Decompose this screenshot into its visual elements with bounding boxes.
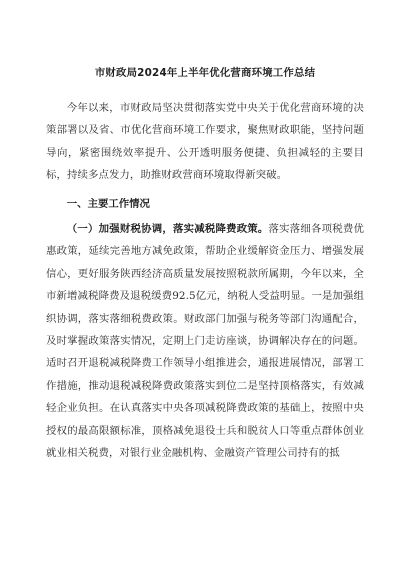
intro-paragraph: 今年以来，市财政局坚决贯彻落实党中央关于优化营商环境的决策部署以及省、市优化营商环境工作要求，聚焦财政职能，坚持问题导向，紧密围绕效率提升、公开透明服务便捷、负担减轻的主要目标，持续多点发力，助推财政营商环境取得新突破。: [46, 102, 364, 182]
subsection-paragraph-tax-coordination: [46, 218, 364, 464]
section-heading-main-work: 一、主要工作情况: [66, 197, 150, 210]
subsection-body-tax-coordination: 落实落细各项税费优惠政策，延续完善地方减免政策，帮助企业缓解资金压力、增强发展信心，更好服务陕西经济高质量发展按照税款所属期，今年以来，全市新增减税降费及退税缓费92.5亿元，纳税人受益明显。一是加强组织协调，落实落细税费政策。财政部门加强与税务等部门沟通配合，及时掌握政策落实情况，定期上门走访座谈，协调解决存在的问题。适时召开退税减税降费工作领导小组推进会，通报进展情况，部署工作措施，推动退税减税降费政策落实到位二是坚持顶格落实，有效减轻企业负担。在认真落实中央各项减税降费政策的基础上，按照中央授权的最高限额标准，顶格减免退役士兵和脱贫人口等重点群体创业就业相关税费，对银行业金融机构、金融资产管理公司持有的抵: [46, 223, 364, 460]
document-title: 市财政局2024年上半年优化营商环境工作总结: [94, 67, 316, 79]
subsection-heading-tax-coordination: （一）加强财税协调，落实减税降费政策。: [66, 223, 269, 236]
